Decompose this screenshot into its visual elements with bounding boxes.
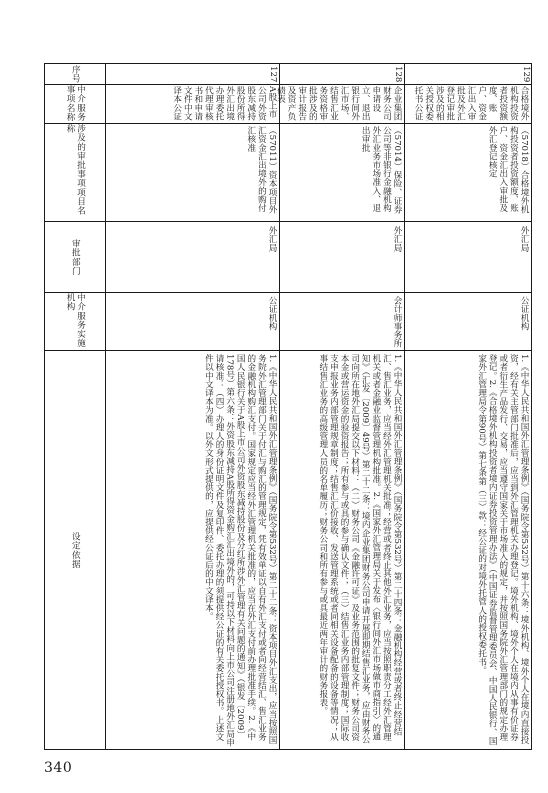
row-127-seq: 127 (268, 66, 278, 83)
row-129-dept: 外汇局 (519, 226, 529, 252)
row-129-agency-type: 合格境外机构投资者投资额度、账户、资金汇出入审批及外汇登记审批涉及的相关授权委托书公证 (413, 86, 529, 121)
header-divider (45, 84, 531, 85)
row-129-basis: 1.《中华人民共和国外汇管理条例》（国务院令第532号）第十六条：境外机构、境外个人在境内直接投资，经有关主管部门批准后，应当到外汇管理机关办理登记。境外机构、境外个人在境内从事有价证券或者衍生产品发行、交易，应当遵守国家关于市场准入的规定，并按照国务院外汇管理部门的规定办理登记。2.《合格境外机构投资者境内证券投资管理办法》（中国证券监督管理委员会、中国人民银行、国家外汇管理局令第90号）第七条第（三）款：经公证的对境外托管人的授权委托书。 (476, 354, 529, 745)
row-divider-header (105, 64, 106, 749)
row-127-dept: 外汇局 (267, 226, 277, 252)
col-divider-4 (45, 350, 531, 351)
row-129-approval-item: （57018）合格境外机构投资者投资额度、账户、资金汇出入审批及外汇登记核定 (487, 126, 529, 214)
col-divider-1 (45, 123, 531, 124)
page-number: 340 (44, 760, 73, 776)
row-128-dept: 外汇局 (392, 226, 402, 252)
col-divider-2 (45, 221, 531, 222)
row-129-seq: 129 (521, 66, 531, 83)
row-127-approval-item: （57011）资本项目外汇资金汇出境外的购付汇核准 (245, 126, 277, 214)
row-129-agency: 公证机构 (519, 296, 529, 331)
col-divider-3 (45, 292, 531, 293)
approval-table (44, 63, 532, 750)
row-128-seq: 128 (393, 66, 403, 83)
header-agency: 中介服务实施机构 (65, 293, 86, 348)
row-127-agency: 公证机构 (267, 296, 277, 331)
header-basis: 设定依据 (70, 531, 81, 569)
row-128-basis: 1.《中华人民共和国外汇管理条例》（国务院令第532号）第二十四条：金融机构经营或者终止经营结汇、售汇业务，应当经外汇管理机关批准；经营或者终止其他外汇业务，应当按照职责分工经外汇管理机关或者金融业监督管理机构批准。2.《国家外汇管理局关于发布〈银行间外汇市场做市商指引〉的通知》（汇发〔2009〕49号）第二十二条：境内企业集团财务公司申请开展即期结售汇业务，应由财务公司向所在地外汇局提交以下材料：（二）财务公司《金融许可证》及业务范围的批复文件；财务公司资本金或营运资金的验资报告；所有参与或具的参与确认文件；（三）结售汇业务内部管理制度；国际收支申报业务内部管理规章制度；结售汇汇价接收、发送管理系统或者同相关设备配备的设备等情况；从事结售汇业务的高级管理人员的名单履历；财务公司和所有参与或具最近两年审计的财务报表。 (317, 354, 402, 744)
header-approval-item: 涉及的审批事项项目名称 (65, 124, 86, 215)
header-seq: 序号 (70, 64, 81, 84)
row-128-approval-item: （57014）保险、证券公司等非银行金融机构外汇业务市场准入、退出审批 (360, 126, 402, 214)
row-127-agency-type: A股上市公司外资股东减持股份所得外汇出境办理委托代理审核书和申请文件中文译本公证 (171, 86, 277, 121)
row-divider-1 (279, 64, 280, 749)
header-agency-type: 中介服务事项名称 (65, 85, 86, 122)
row-128-agency: 会计师事务所 (392, 296, 402, 348)
row-128-agency-type: 企业集团财务公司申请设立、退出银行间外汇市场、结售汇业务资格审批涉及的审计报告及资产负债表 (275, 86, 402, 121)
row-divider-2 (404, 64, 405, 749)
header-dept: 审批部门 (70, 238, 81, 276)
row-127-basis: 1.《中华人民共和国外汇管理条例》（国务院令第532号）第二十二条：资本项目外汇支出，应当按照国务院外汇管理部门关于付汇与购汇的管理规定，凭有效单证以自有外汇支付或者向经营结汇、售汇业务的金融机构购汇支付。国家规定应当经外汇管理机关批准的，应当在外汇支付前办理批准手续。2.《中国人民银行关于A股上市公司外资股东减持股份及分红所涉外汇管理有关问题的通知》（银发〔2009〕178号）第六条：外资股东减持A股所得资金购汇汇出境外的，可持以下材料向上市公司注册地外汇局申请核准：（四）办理人的身份证明文件及复印件、委托办理的须提供经公证的有关委托授权书。上述文件以中文译本为准。以外文形式提供的，应提供经公证后的中文译本。 (203, 354, 277, 747)
